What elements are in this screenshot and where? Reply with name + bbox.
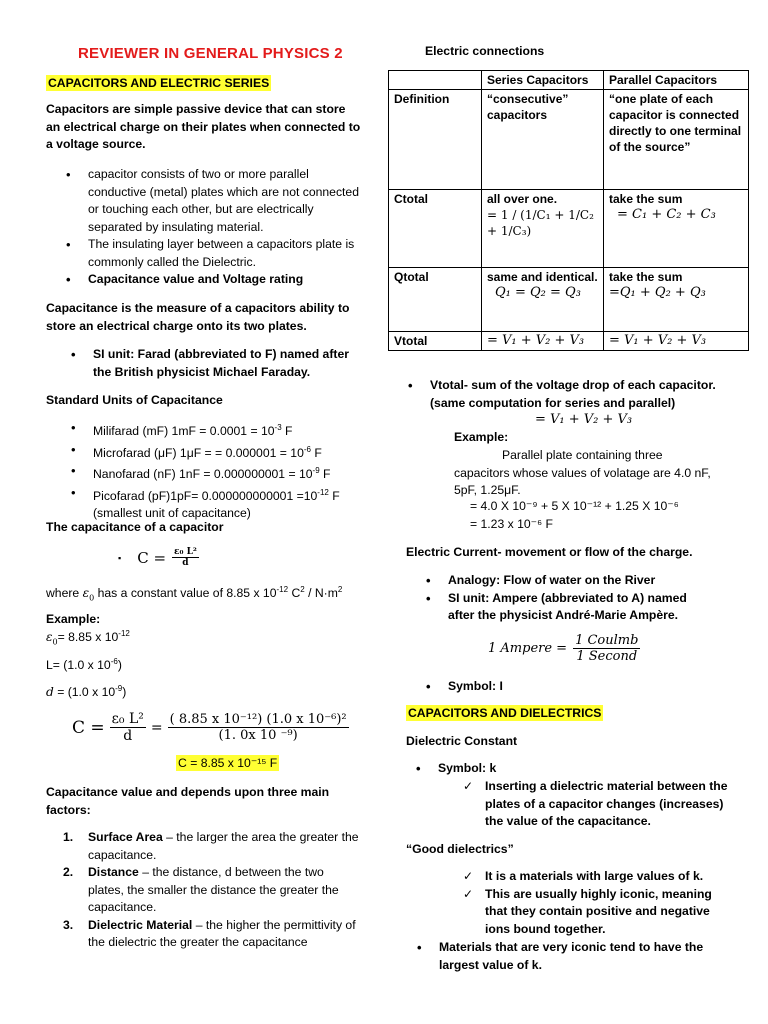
capacitance-formula-heading: The capacitance of a capacitor: [46, 520, 224, 534]
current-bullets: [448, 572, 713, 625]
list-item: • Materials that are very iconic tend to have the largest value of k.: [439, 939, 739, 974]
section-heading-capacitors: CAPACITORS AND ELECTRIC SERIES: [48, 76, 270, 90]
materials-bullet: [439, 939, 739, 974]
good-dielectrics-checks: [485, 868, 725, 938]
list-item: 2. Distance – the distance, d between the two plates, the smaller the distance the greater the capacitance.: [63, 865, 339, 914]
table-cell: same and identical. Q₁ = Q₂ = Q₃: [482, 268, 604, 332]
factors-list: [63, 829, 363, 952]
capacitor-bullets: [88, 166, 363, 289]
units-list: [93, 419, 363, 523]
list-item: • SI unit: Ampere (abbreviated to A) named after the physicist André-Marie Ampère.: [448, 590, 713, 625]
distance-value: d = (1.0 x $10^{-9}$): [46, 684, 127, 700]
section-heading-dielectrics: CAPACITORS AND DIELECTRICS: [408, 706, 602, 720]
example-label: Example:: [46, 612, 101, 626]
table-row: [389, 190, 749, 268]
result-highlight: C = 8.85 x 10⁻¹⁵ F: [178, 756, 278, 770]
epsilon-value: $\varepsilon_0= 8.85$ x $10^{-12}$: [46, 629, 130, 647]
capacitance-formula: ▪ C = $\frac{\text{ε₀ L²}}{d}$: [118, 547, 197, 568]
table-cell: Ctotal: [389, 190, 482, 268]
length-value: L= (1.0 x $10^{-6}$): [46, 657, 122, 673]
list-item: • Symbol: k: [438, 760, 496, 778]
page-title: REVIEWER IN GENERAL PHYSICS 2: [78, 45, 343, 62]
table-cell: “consecutive” capacitors: [482, 90, 604, 190]
table-row: [389, 90, 749, 190]
list-item: ✓ It is a materials with large values of k.: [485, 868, 725, 886]
table-cell: [389, 71, 482, 90]
dielectric-checks: [485, 778, 730, 831]
example-label-right: Example:: [454, 430, 509, 444]
list-item: ✓ This are usually highly iconic, meaning that they contain positive and negative ions bound together.: [485, 886, 725, 939]
vtotal-formula: = V₁ + V₂ + V₃: [535, 412, 633, 427]
symbol-k-list: [438, 760, 496, 778]
factors-heading: Capacitance value and depends upon three main factors:: [46, 785, 330, 817]
connections-heading: Electric connections: [425, 44, 545, 58]
list-item: • Analogy: Flow of water on the River: [448, 572, 713, 590]
intro-paragraph: Capacitors are simple passive device that can store an electrical charge on their plates when connected to a voltage source.: [46, 102, 361, 151]
example-calc-2: = 1.23 x 10⁻⁶ F: [470, 517, 553, 531]
dielectric-constant-heading: Dielectric Constant: [406, 734, 518, 748]
table-cell: Qtotal: [389, 268, 482, 332]
list-item: 3. Dielectric Material – the higher the permittivity of the dielectric the greater the capacitance: [63, 917, 356, 949]
list-item: • Picofarad $(pF)1pF= 0.000000000001 =10^{-12}$ F (smallest unit of capacitance): [93, 484, 363, 523]
table-cell: Vtotal: [389, 332, 482, 351]
list-item: • Nanofarad (nF) $1nF = 0.000000001 = 10^{-9}$ F: [93, 462, 363, 484]
example-calc-1: = 4.0 X 10⁻⁹ + 5 X 10⁻¹² + 1.25 X 10⁻⁶: [470, 499, 679, 513]
capacitance-calculation: C = $\frac{\text{ε₀ L²}}{d}$ = $\frac{\text{( 8.85 x 10⁻¹²) (1.0 x 10⁻⁶)²}}{\text{(1. 0x 10 ⁻⁹)}}$: [72, 711, 347, 744]
list-item: • Symbol: I: [448, 678, 503, 696]
list-item: • capacitor consists of two or more parallel conductive (metal) plates which are not connected or touching each other, but are electrically separated by insulating material.: [88, 166, 363, 236]
list-item: • SI unit: Farad (abbreviated to F) named after the British physicist Michael Faraday.: [93, 346, 358, 381]
list-item: • Microfarad (μF) 1μF = = $0.000001 = 10^{-6}$ F: [93, 441, 363, 463]
capacitance-definition: Capacitance is the measure of a capacitors ability to store an electrical charge onto its two plates.: [46, 301, 350, 333]
list-item: ✓ Inserting a dielectric material between the plates of a capacitor changes (increases) the value of the capacitance.: [485, 778, 730, 831]
good-dielectrics-heading: “Good dielectrics”: [406, 842, 514, 856]
vtotal-bullet: [430, 377, 740, 412]
table-header: Series Capacitors: [482, 71, 604, 90]
list-item: • Milifarad (mF) $1mF = 0.0001 = 10^{-3}$ F: [93, 419, 363, 441]
table-header: Parallel Capacitors: [604, 71, 749, 90]
table-cell: = V₁ + V₂ + V₃: [482, 332, 604, 351]
si-unit-list: [93, 346, 358, 381]
symbol-i-list: [448, 678, 503, 696]
table-cell: “one plate of each capacitor is connected directly to one terminal of the source”: [604, 90, 749, 190]
list-item: • Capacitance value and Voltage rating: [88, 271, 363, 289]
example-text: Parallel plate containing three capacitors whose values of volatage are 4.0 nF, 5pF, 1.25μF.: [454, 448, 711, 497]
table-row: [389, 71, 749, 90]
table-cell: Definition: [389, 90, 482, 190]
table-row: [389, 332, 749, 351]
list-item: • The insulating layer between a capacitors plate is commonly called the Dielectric.: [88, 236, 363, 271]
list-item: 1. Surface Area – the larger the area the greater the capacitance.: [63, 830, 359, 862]
table-cell: take the sum =Q₁ + Q₂ + Q₃: [604, 268, 749, 332]
standard-units-heading: Standard Units of Capacitance: [46, 393, 223, 407]
table-row: [389, 268, 749, 332]
table-cell: take the sum = C₁ + C₂ + C₃: [604, 190, 749, 268]
epsilon-constant-text: where $\varepsilon_0$ has a constant value of 8.85 x $10^{-12}$ $C^2 / N\cdot m^2$: [46, 585, 343, 603]
list-item: • Vtotal- sum of the voltage drop of each capacitor. (same computation for series and parallel): [430, 377, 740, 412]
table-cell: = V₁ + V₂ + V₃: [604, 332, 749, 351]
connections-table: [388, 70, 749, 351]
ampere-formula: 1 Ampere = $\frac{\text{1 Coulmb}}{\text{1 Second}}$: [488, 633, 639, 664]
table-cell: all over one. = 1 / (1/C₁ + 1/C₂ + 1/C₃): [482, 190, 604, 268]
current-heading: Electric Current- movement or flow of the charge.: [406, 545, 693, 559]
